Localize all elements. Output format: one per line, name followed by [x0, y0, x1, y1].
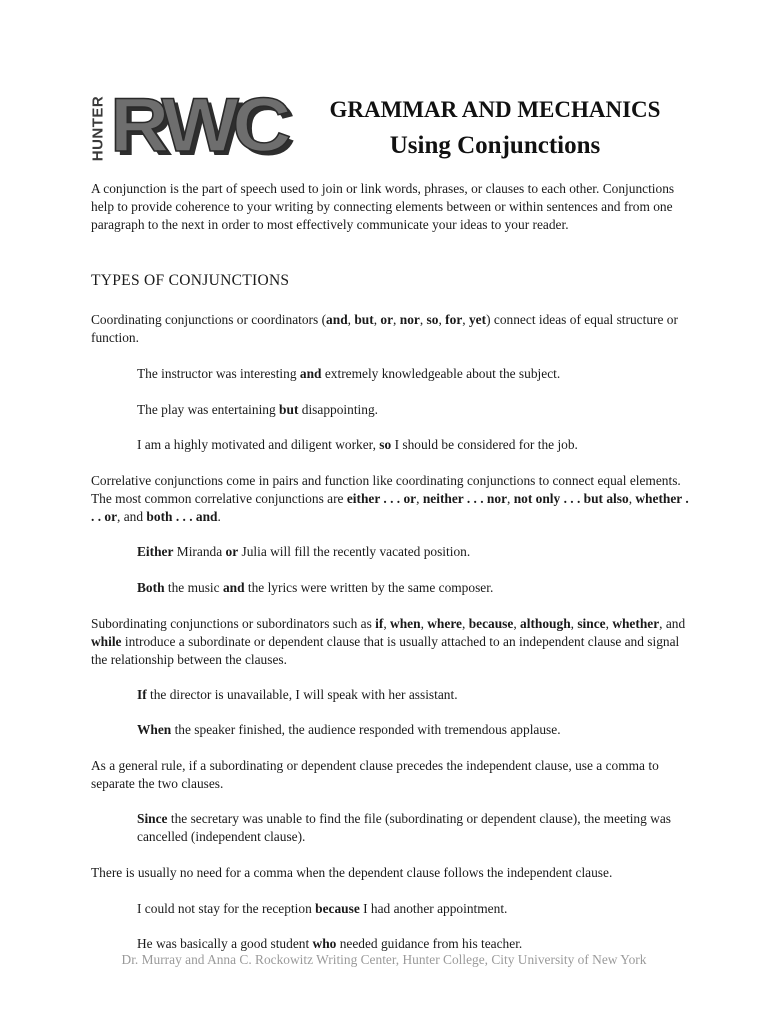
logo-side-text: HUNTER — [89, 95, 107, 161]
example-sentence: Either Miranda or Julia will fill the recently vacated position. — [137, 544, 471, 559]
example-sentence: Since the secretary was unable to find the file (subordinating or dependent clause), the meeting was cancelled (independent clause). — [137, 811, 671, 844]
hunter-rwc-logo — [88, 83, 286, 168]
example-sentence: The instructor was interesting and extremely knowledgeable about the subject. — [137, 366, 561, 381]
example-sentence: If the director is unavailable, I will speak with her assistant. — [137, 687, 458, 702]
subordinating-paragraph: Subordinating conjunctions or subordinators such as if, when, where, because, although, since, whether, and while introduce a subordinate or dependent clause that is usually attached to an independent clause and signal the relationship between the clauses. — [91, 616, 686, 667]
example-sentence: When the speaker finished, the audience responded with tremendous applause. — [137, 722, 561, 737]
intro-paragraph: A conjunction is the part of speech used to join or link words, phrases, or clauses to each other. Conjunctions help to provide coherence to your writing by connecting elements between or within sentences and from one paragraph to the next in order to most effectively communicate your ideas to your reader. — [91, 181, 675, 232]
section-heading: TYPES OF CONJUNCTIONS — [91, 272, 290, 289]
document-subtitle: Using Conjunctions — [389, 132, 601, 159]
logo-main-text: RWC — [110, 83, 286, 168]
example-sentence: I am a highly motivated and diligent worker, so I should be considered for the job. — [137, 437, 578, 452]
correlative-paragraph: Correlative conjunctions come in pairs and function like coordinating conjunctions to connect equal elements. The most common correlative conjunctions are either . . . or, neither . . . nor, not only . . . but also, whether . . . or, and both . . . and. — [91, 473, 689, 524]
coordinating-paragraph: Coordinating conjunctions or coordinators (and, but, or, nor, so, for, yet) connect ideas of equal structure or function. — [91, 312, 678, 345]
document-title: GRAMMAR AND MECHANICS — [329, 97, 661, 122]
example-sentence: Both the music and the lyrics were written by the same composer. — [137, 580, 494, 595]
no-comma-rule-paragraph: There is usually no need for a comma when the dependent clause follows the independent clause. — [91, 865, 613, 880]
example-sentence: I could not stay for the reception because I had another appointment. — [137, 901, 508, 916]
page-footer: Dr. Murray and Anna C. Rockowitz Writing Center, Hunter College, City University of New York — [121, 952, 647, 967]
example-sentence: The play was entertaining but disappointing. — [137, 402, 379, 417]
comma-rule-paragraph: As a general rule, if a subordinating or dependent clause precedes the independent clause, use a comma to separate the two clauses. — [91, 758, 659, 791]
example-sentence: He was basically a good student who needed guidance from his teacher. — [137, 936, 523, 951]
